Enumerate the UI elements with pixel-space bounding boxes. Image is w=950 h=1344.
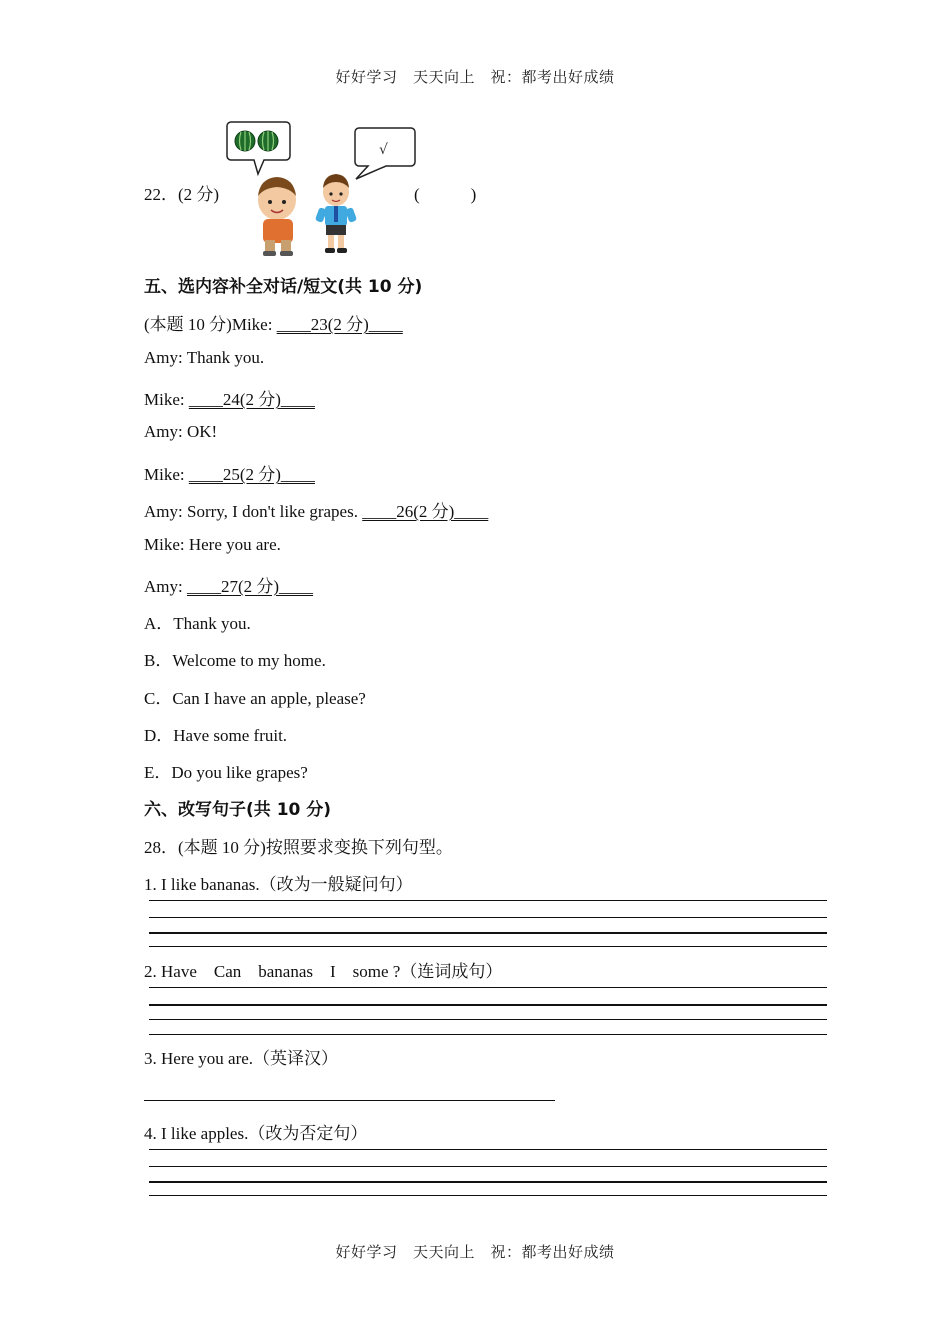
page-header: 好好学习 天天向上 祝：都考出好成绩 [335,68,615,86]
answer-line[interactable] [149,1195,827,1196]
speaker: Amy: [144,422,183,441]
answer-line[interactable] [149,1034,827,1035]
speaker: Amy: [144,502,183,521]
answer-line[interactable] [149,1166,827,1167]
speaker: Mike: [144,390,185,409]
speech-bubble-tick [355,128,415,179]
dialogue-line-25 [144,460,315,485]
dialogue-line [144,348,264,368]
blank-24[interactable]: ____24(2 分)____ [188,390,315,409]
section6-title: 六、改写句子(共 10 分) [144,800,332,820]
dialogue-line-23 [144,310,403,335]
boy-left-figure [258,177,296,256]
option-d: D．Have some fruit. [144,726,288,745]
dialogue-text: Sorry, I don't like grapes. [186,502,358,521]
dialogue-text: OK! [186,422,218,441]
dialogue-line [144,422,217,442]
option-b: B．Welcome to my home. [144,651,326,670]
speaker: Mike: [144,465,185,484]
option-e: E．Do you like grapes? [144,763,308,782]
blank-27[interactable]: ____27(2 分)____ [186,577,314,596]
dialogue-line-26 [144,497,488,522]
option-c: C．Can I have an apple, please? [144,689,366,708]
dialogue-line-24 [144,385,315,410]
answer-line[interactable] [149,1181,827,1183]
answer-line[interactable] [149,900,827,901]
section5-title: 五、选内容补全对话/短文(共 10 分) [144,277,423,297]
answer-line[interactable] [149,1149,827,1150]
rewrite-item-2: 2. Have Can bananas I some ?（连词成句） [144,962,503,981]
page-footer: 好好学习 天天向上 祝：都考出好成绩 [335,1243,615,1261]
answer-line[interactable] [149,917,827,918]
tick-icon: √ [379,142,388,158]
speech-bubble-watermelons [227,122,290,174]
answer-line[interactable] [149,1019,827,1020]
dialogue-line-27 [144,572,313,597]
blank-25[interactable]: ____25(2 分)____ [188,465,315,484]
q28-instruction: 28．(本题 10 分)按照要求变换下列句型。 [144,838,453,857]
answer-line[interactable] [149,1004,827,1006]
blank-26[interactable]: ____26(2 分)____ [362,502,489,521]
q22-label: 22．(2 分) [144,185,220,204]
q22-answer-paren[interactable]: ( ) [414,185,477,204]
blank-23[interactable]: ____23(2 分)____ [276,315,403,334]
speaker: Mike: [144,535,185,554]
rewrite-item-3: 3. Here you are.（英译汉） [144,1049,339,1068]
speaker: Amy: [144,348,183,367]
dialogue-text: Here you are. [188,535,281,554]
option-a: A．Thank you. [144,614,251,633]
q22-illustration [225,118,420,260]
answer-line[interactable] [149,932,827,934]
section5-intro: (本题 10 分)Mike: [144,315,273,334]
watermelon-icon [258,131,278,151]
boy-right-figure [315,174,357,253]
rewrite-item-1: 1. I like bananas.（改为一般疑问句） [144,875,413,894]
dialogue-line [144,535,281,555]
speaker: Amy: [144,577,183,596]
watermelon-icon [235,131,255,151]
dialogue-text: Thank you. [186,348,265,367]
answer-line[interactable] [144,1100,555,1101]
answer-line[interactable] [149,946,827,947]
answer-line[interactable] [149,987,827,988]
rewrite-item-4: 4. I like apples.（改为否定句） [144,1124,368,1143]
